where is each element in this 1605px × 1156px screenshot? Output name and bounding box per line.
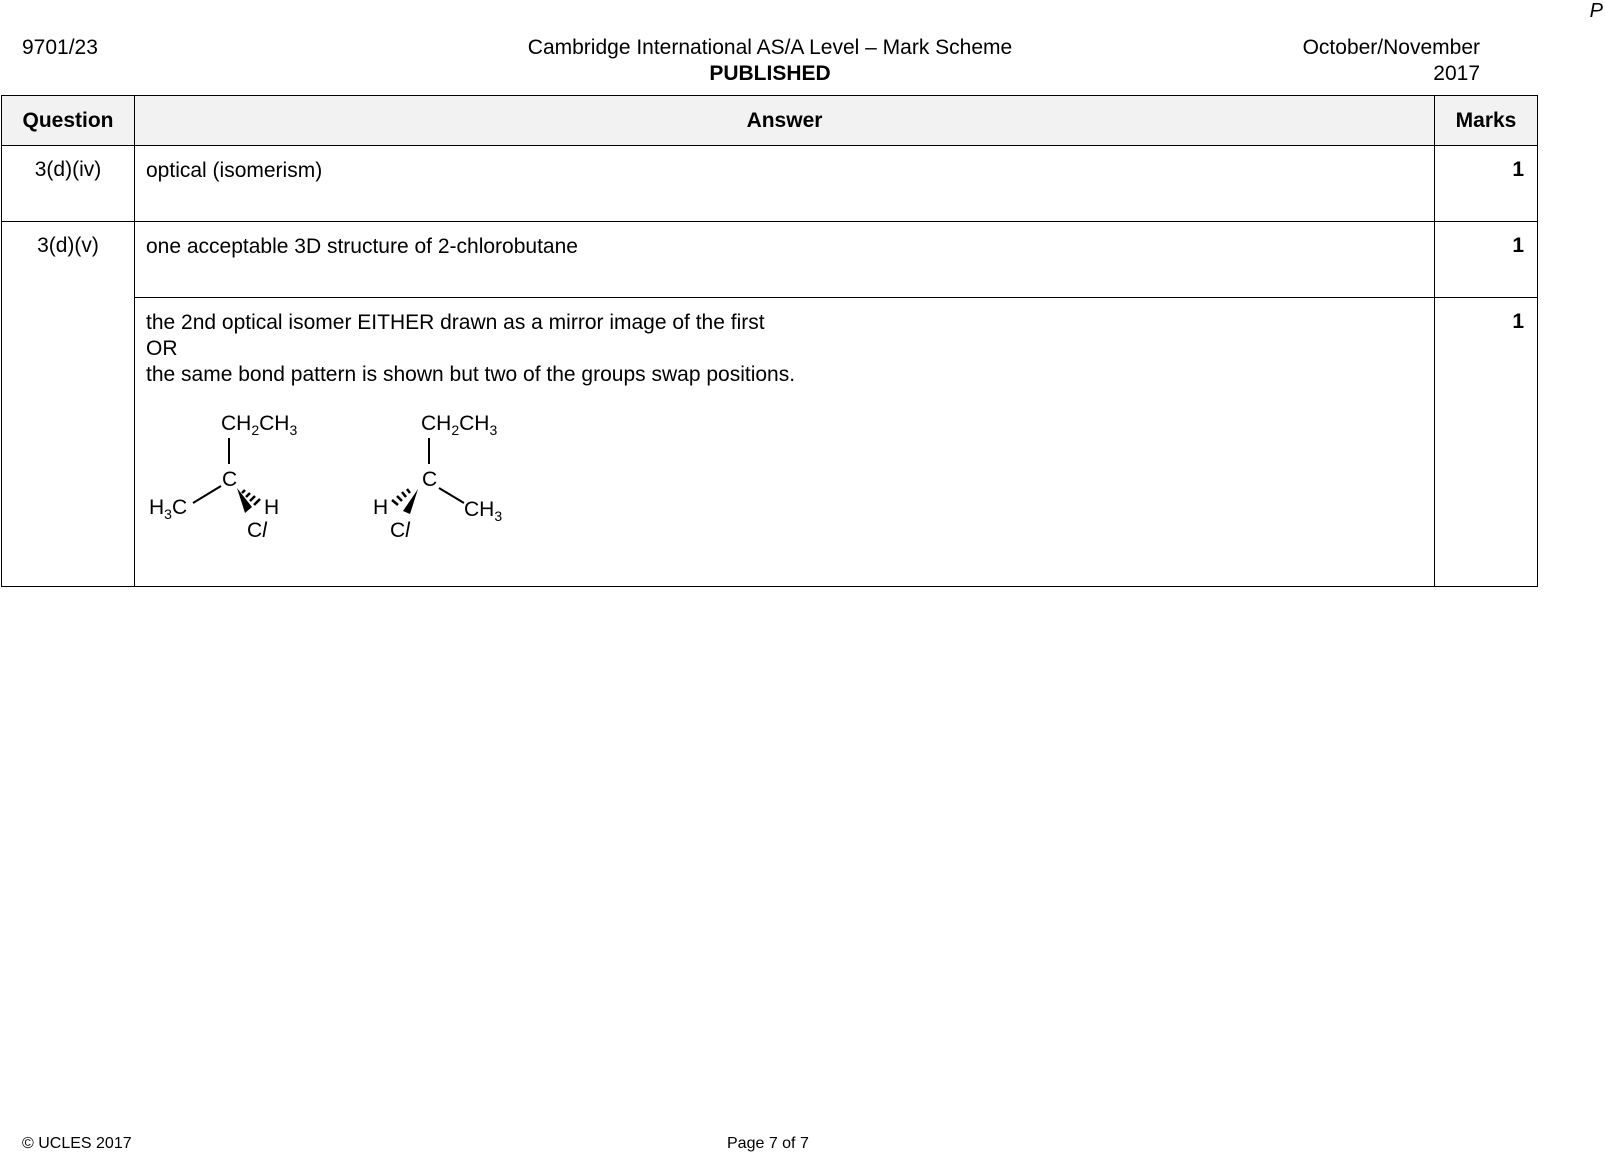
answer-cell: one acceptable 3D structure of 2-chlorobutane: [135, 222, 1435, 298]
session-month: October/November: [1302, 36, 1480, 59]
chemical-structures-diagram: [146, 406, 546, 546]
copyright: © UCLES 2017: [22, 1135, 132, 1152]
marks-cell: 1: [1435, 146, 1538, 222]
structure-left: [149, 412, 297, 542]
header-answer: Answer: [135, 96, 1435, 146]
label-right-top: $CH_2CH_3$: [421, 412, 498, 438]
label-left-h: H: [264, 496, 280, 519]
table-row: [2, 298, 1538, 587]
answer-line: the same bond pattern is shown but two of the groups swap positions.: [146, 363, 796, 386]
structure-right: [373, 412, 502, 542]
label-left-center: C: [222, 468, 238, 491]
label-right-h: H: [373, 496, 389, 519]
mark-scheme-table: [1, 95, 1538, 587]
corner-mark: P: [1589, 0, 1603, 22]
answer-line: OR: [146, 337, 178, 360]
label-right-cl: Cl: [390, 519, 410, 542]
page-number: Page 7 of 7: [727, 1135, 809, 1152]
label-right-methyl: $CH_3$: [464, 498, 503, 524]
table-header-row: [2, 96, 1538, 146]
paper-code: 9701/23: [22, 36, 98, 59]
answer-line: the 2nd optical isomer EITHER drawn as a mirror image of the first: [146, 311, 765, 334]
label-left-cl: Cl: [247, 519, 267, 542]
document-title: Cambridge International AS/A Level – Mark Scheme: [527, 36, 1013, 59]
label-left-methyl: $H_3C$: [149, 496, 188, 522]
published-label: PUBLISHED: [709, 62, 831, 85]
header-question: Question: [2, 96, 135, 146]
answer-cell: optical (isomerism): [135, 146, 1435, 222]
marks-cell: 1: [1435, 298, 1538, 587]
exam-session: [1080, 35, 1480, 87]
answer-cell: [135, 298, 1435, 587]
session-year: 2017: [1433, 62, 1480, 85]
table-row: [2, 146, 1538, 222]
label-left-top: $CH_2CH_3$: [221, 412, 298, 438]
label-right-center: C: [422, 468, 438, 491]
header-marks: Marks: [1435, 96, 1538, 146]
question-cell: 3(d)(iv): [2, 146, 135, 222]
marks-cell: 1: [1435, 222, 1538, 298]
question-cell: 3(d)(v): [2, 222, 135, 587]
table-row: [2, 222, 1538, 298]
